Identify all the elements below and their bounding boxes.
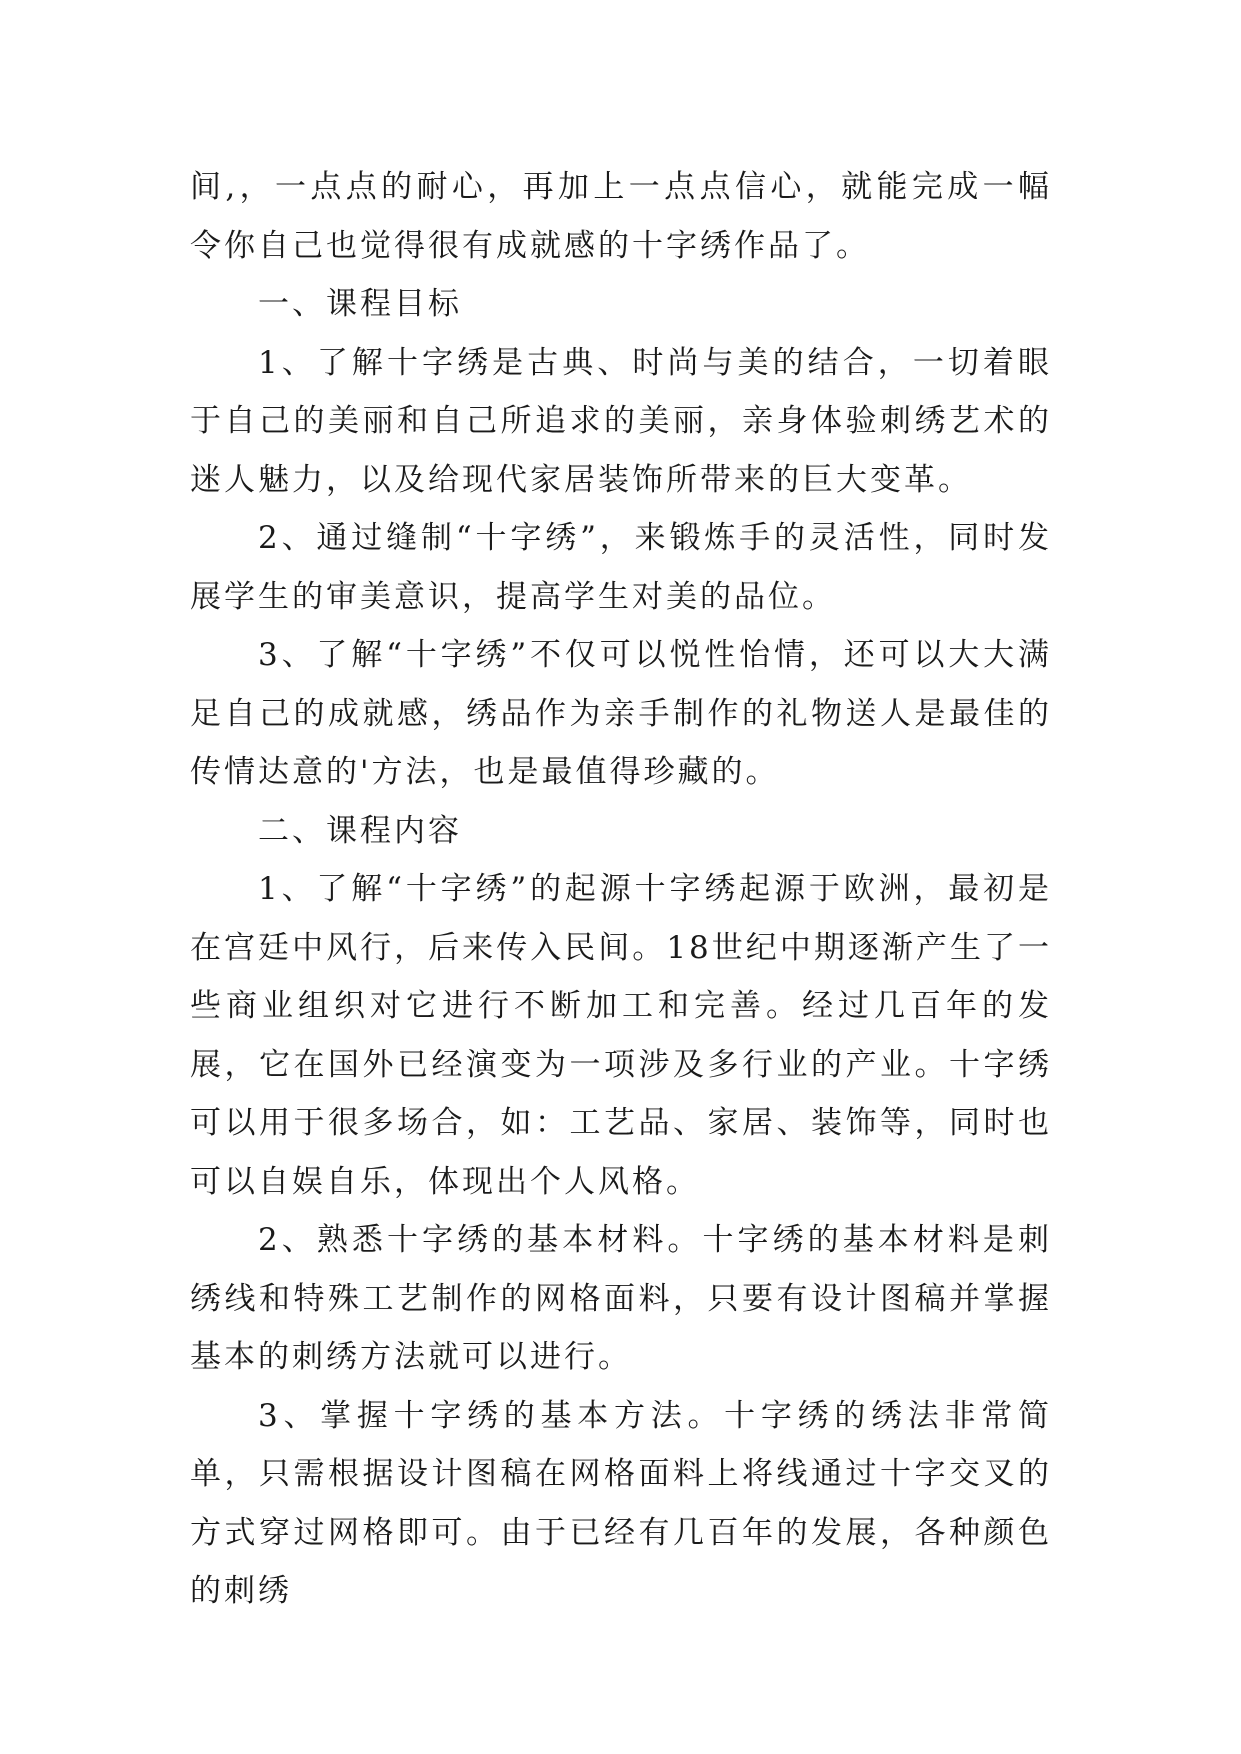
paragraph-content-3: 3、掌握十字绣的基本方法。十字绣的绣法非常简单，只需根据设计图稿在网格面料上将线通过十字交叉的方式穿过网格即可。由于已经有几百年的发展，各种颜色的刺绣 [190,1397,1052,1609]
paragraph-goal-3: 3、了解“十字绣”不仅可以悦性怡情，还可以大大满足自己的成就感，绣品作为亲手制作的礼物送人是最佳的传情达意的'方法，也是最值得珍藏的。 [190,637,1052,790]
paragraph-continuation: 间,，一点点的耐心，再加上一点点信心，就能完成一幅令你自己也觉得很有成就感的十字绣作品了。 [190,169,1052,264]
paragraph-goal-2: 2、通过缝制“十字绣”，来锻炼手的灵活性，同时发展学生的审美意识，提高学生对美的品位。 [190,520,1052,615]
section-heading-course-content: 二、课程内容 [258,812,462,849]
paragraph-content-1: 1、了解“十字绣”的起源十字绣起源于欧洲，最初是在宫廷中风行，后来传入民间。18世纪中期逐渐产生了一些商业组织对它进行不断加工和完善。经过几百年的发展，它在国外已经演变为一项涉及多行业的产业。十字绣可以用于很多场合，如：工艺品、家居、装饰等，同时也可以自娱自乐，体现出个人风格。 [190,871,1052,1200]
paragraph-goal-1: 1、了解十字绣是古典、时尚与美的结合，一切着眼于自己的美丽和自己所追求的美丽，亲身体验刺绣艺术的迷人魅力，以及给现代家居装饰所带来的巨大变革。 [190,344,1052,498]
paragraph-content-2: 2、熟悉十字绣的基本材料。十字绣的基本材料是刺绣线和特殊工艺制作的网格面料，只要有设计图稿并掌握基本的刺绣方法就可以进行。 [190,1222,1052,1375]
section-heading-course-goals: 一、课程目标 [258,286,462,322]
document-body [190,158,1052,1621]
